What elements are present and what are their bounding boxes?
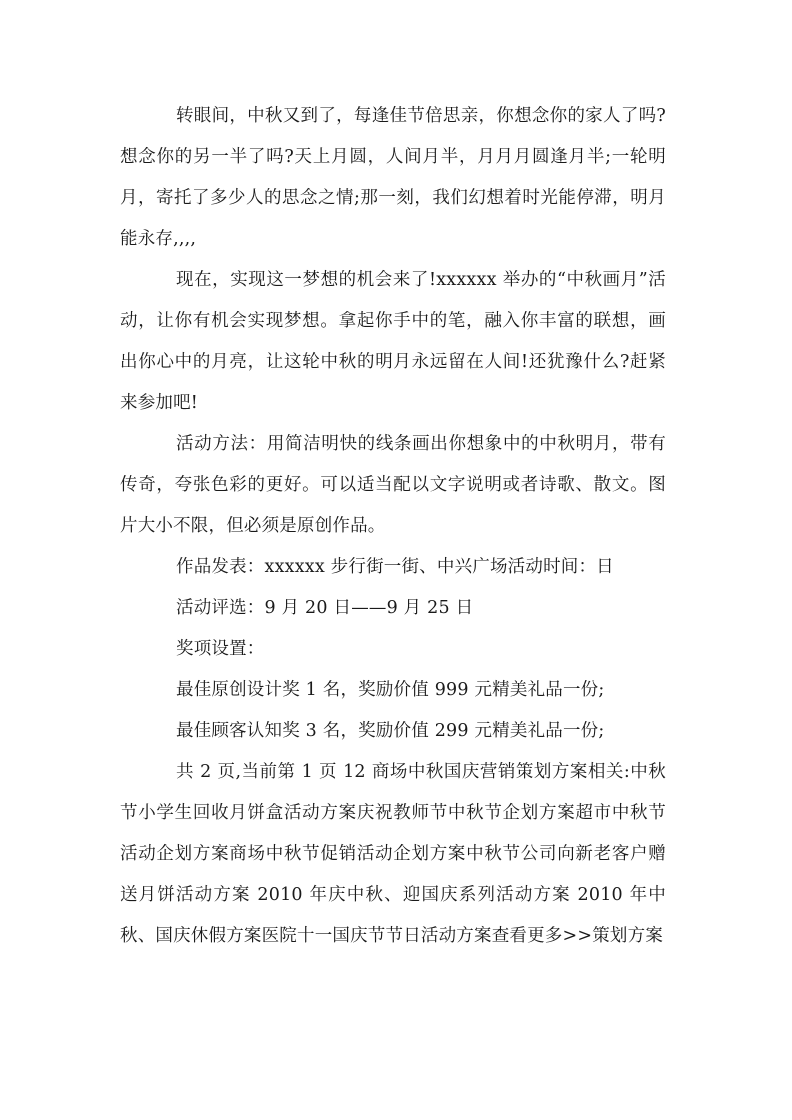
- intro-paragraph: 转眼间，中秋又到了，每逢佳节倍思亲，你想念你的家人了吗?想念你的另一半了吗?天上月圆，人间月半，月月月圆逢月半;一轮明月，寄托了多少人的思念之情;那一刻，我们幻想着时光能停滞，明月能永存,,,,: [120, 106, 666, 249]
- award-item-original-design: 最佳原创设计奖 1 名，奖励价值 999 元精美礼品一份;: [176, 680, 605, 700]
- award-item-customer-recognition: 最佳顾客认知奖 3 名，奖励价值 299 元精美礼品一份;: [176, 721, 605, 741]
- publication-paragraph: 作品发表：xxxxxx 步行街一街、中兴广场活动时间：日: [176, 557, 614, 577]
- method-paragraph: 活动方法：用简洁明快的线条画出你想象中的中秋明月，带有传奇，夸张色彩的更好。可以适当配以文字说明或者诗歌、散文。图片大小不限，但必须是原创作品。: [120, 434, 666, 536]
- related-links-paragraph: 共 2 页,当前第 1 页 12 商场中秋国庆营销策划方案相关:中秋节小学生回收月饼盒活动方案庆祝教师节中秋节企划方案超市中秋节活动企划方案商场中秋节促销活动企划方案中秋节公司向新老客户赠送月饼活动方案 2010 年庆中秋、迎国庆系列活动方案 2010 年中秋、国庆休假方案医院十一国庆节节日活动方案查看更多>>策划方案: [120, 762, 666, 946]
- document-page: [120, 96, 666, 957]
- judging-paragraph: 活动评选：9 月 20 日——9 月 25 日: [176, 598, 474, 618]
- announcement-paragraph: 现在，实现这一梦想的机会来了!xxxxxx 举办的“中秋画月”活动，让你有机会实现梦想。拿起你手中的笔，融入你丰富的联想，画出你心中的月亮，让这轮中秋的明月永远留在人间!还犹豫什么?赶紧来参加吧!: [120, 270, 666, 413]
- awards-heading: 奖项设置：: [176, 639, 265, 659]
